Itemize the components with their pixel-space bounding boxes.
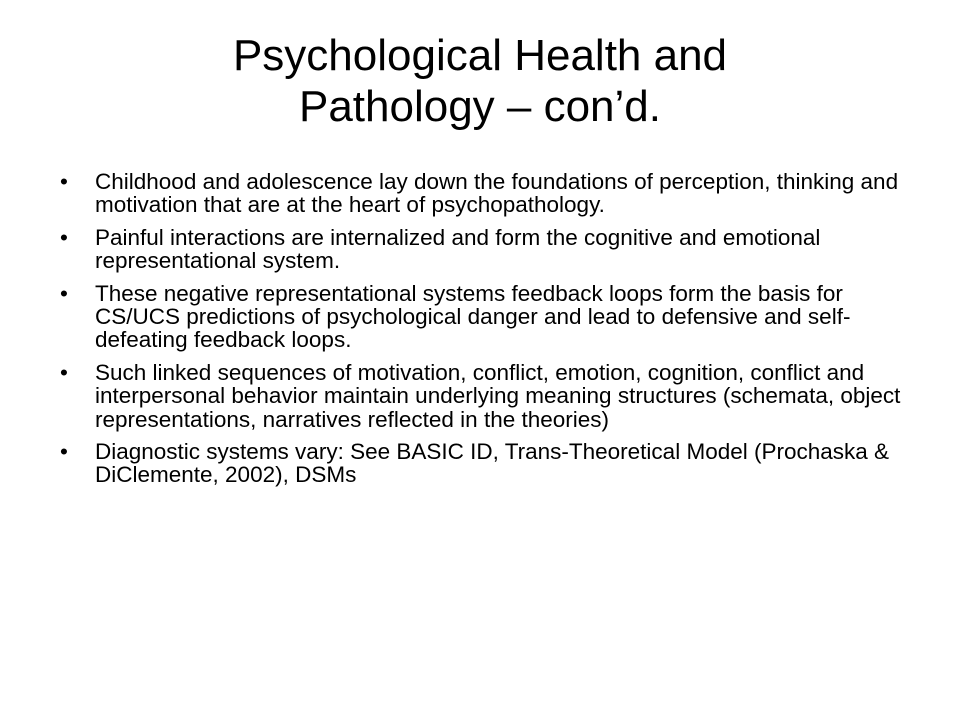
bullet-marker: • [60,359,68,385]
bullet-marker: • [60,169,68,194]
bullet-item-linked-sequences [60,361,922,431]
slide-title [60,30,900,132]
bullet-item-feedback-loops [60,282,922,352]
bullet-item-childhood [60,170,922,217]
bullet-marker: • [60,280,68,306]
bullet-marker: • [60,438,68,464]
bullet-text: These negative representational systems feedback loops form the basis for CS/UCS predictions of psychological danger and lead to defensive and self-defeating feedback loops. [95,280,851,353]
slide-title-line-1: Psychological Health and [232,31,728,80]
bullet-item-diagnostic-systems [60,440,922,487]
bullet-text: Diagnostic systems vary: See BASIC ID, Trans-Theoretical Model (Prochaska & DiClemente, 2002), DSMs [95,438,890,488]
bullet-marker: • [60,224,68,250]
slide-title-line-2: Pathology – con’d. [298,82,662,132]
bullet-item-painful-interactions [60,226,922,273]
bullet-text: Such linked sequences of motivation, conflict, emotion, cognition, conflict and interpersonal behavior maintain underlying meaning structures (schemata, object representations, narratives reflected in the theories) [95,359,901,432]
bullet-text: Painful interactions are internalized and form the cognitive and emotional representational system. [95,224,821,274]
bullet-text: Childhood and adolescence lay down the foundations of perception, thinking and motivation that are at the heart of psychopathology. [95,169,899,218]
bullet-list [60,170,922,496]
